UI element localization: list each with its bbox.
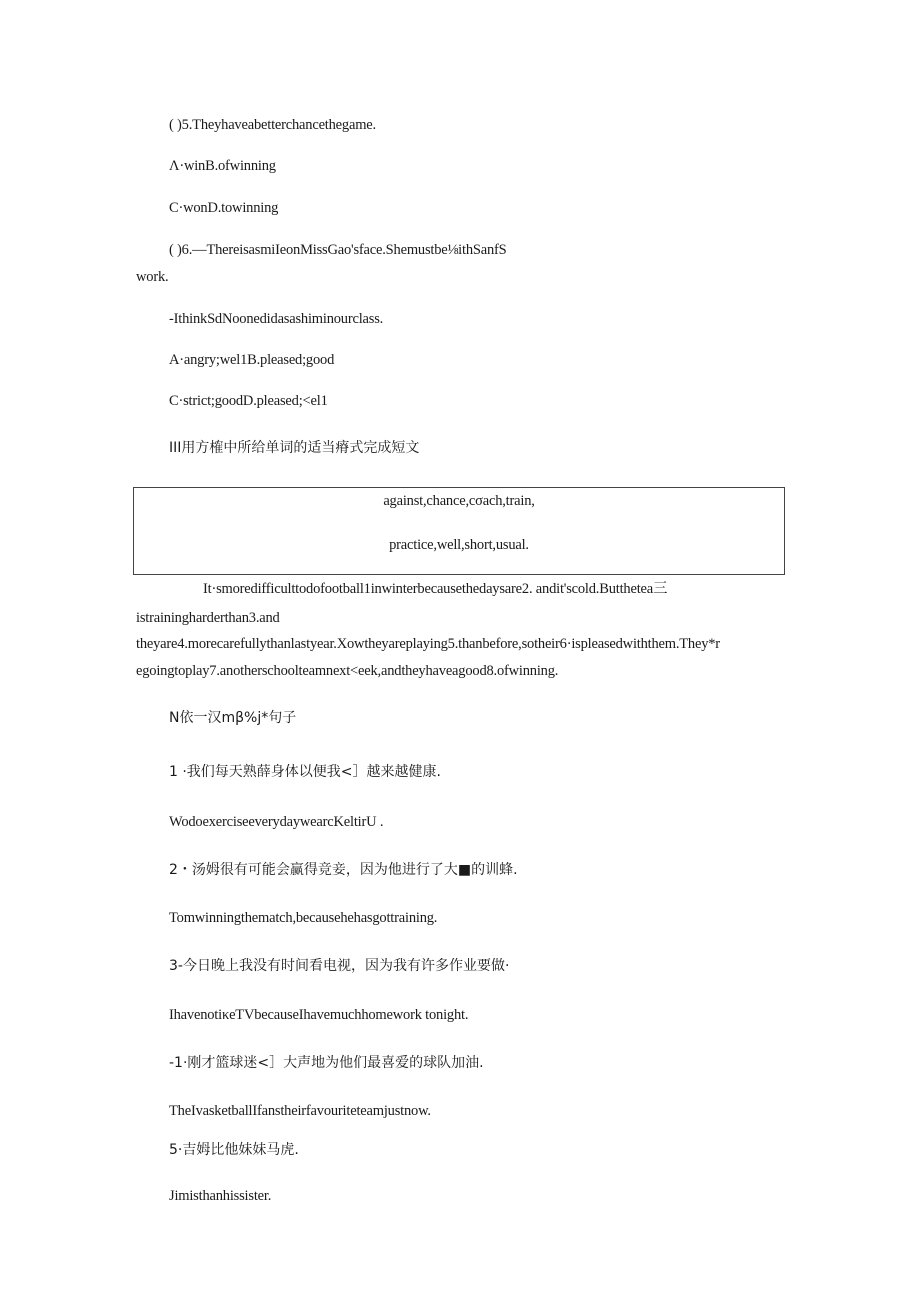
passage-line-3: theyare4.morecarefullythanlastyear.Xowtheyareplaying5.thanbefore,sotheir6·ispleasedwiththem.They*r [136,636,720,652]
question-6-reply: -IthinkSdNoonedidasashiminourclass. [169,311,384,327]
passage-line-1: It·smoredifficulttodofootball1inwinterbecausethedaysare2. andit'scold.Butthetea三 [203,581,668,597]
question-6-stem-continued: work. [136,269,169,285]
word-bank-line-2: practice,well,short,usual. [389,537,529,553]
section-3-heading: III用方榷中所给单词的适当瘠式完成短文 [169,440,420,456]
question-5-options-cd: C·wonD.towinning [169,200,279,216]
translation-5-english: Jimisthanhissister. [169,1188,272,1204]
translation-5-chinese: 5·吉姆比他妹妹马虎. [169,1142,299,1158]
question-6-options-cd: C·strict;goodD.pleased;<el1 [169,393,328,409]
translation-3-english: IhavenotiκeTVbecauseIhavemuchhomework tonight. [169,1007,469,1023]
question-6-options-ab: A·angry;wel1B.pleased;good [169,352,335,368]
passage-line-4: egoingtoplay7.anotherschoolteamnext<eek,andtheyhaveagood8.ofwinning. [136,663,559,679]
translation-1-english: WodoexerciseeverydaywearcKeltirU . [169,814,384,830]
section-4-heading: N依一汉mβ%j*句子 [169,710,297,726]
translation-2-chinese: 2・汤姆很有可能会赢得竞妾，因为他进行了大■的训蜂. [169,862,518,878]
word-bank-box [133,487,785,575]
question-6-stem: ( )6.—ThereisasmiIeonMissGao'sface.Shemustbe⅛ithSanfS [169,242,507,258]
translation-2-english: Tomwinningthematch,becausehehasgottraining. [169,910,438,926]
question-5-options-ab: Λ·winB.ofwinning [169,158,276,174]
translation-4-chinese: -1·刚才篮球迷<］大声地为他们最喜爱的球队加油. [169,1055,484,1071]
translation-3-chinese: 3-今日晚上我没有时间看电视，因为我有许多作业要做· [169,958,510,974]
passage-line-2: istrainingharderthan3.and [136,610,280,626]
translation-4-english: TheIvasketballIfanstheirfavouriteteamjustnow. [169,1103,431,1119]
word-bank-line-1: against,chance,cσach,train, [383,493,535,509]
translation-1-chinese: 1 ·我们每天熟薛身体以便我<］越来越健康. [169,764,441,780]
question-5-stem: ( )5.Theyhaveabetterchancethegame. [169,117,376,133]
